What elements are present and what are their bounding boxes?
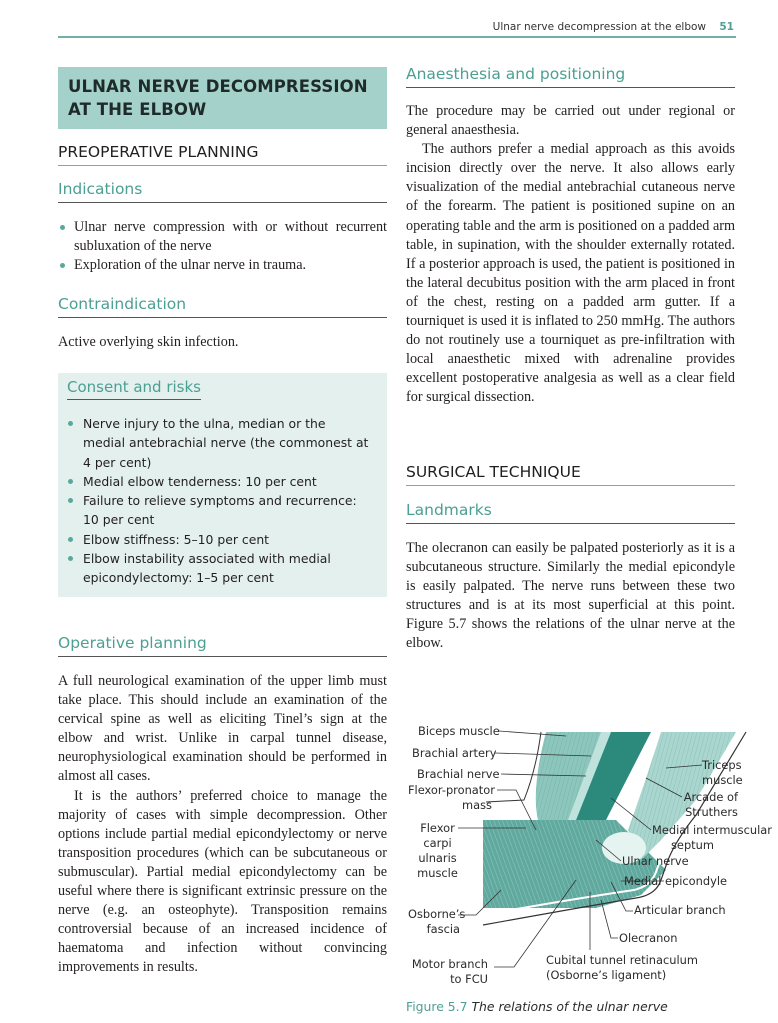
landmarks-text: The olecranon can easily be palpated posteriorly as it is a subcutaneous structure. Similarly the medial epicondyle is easily palpated. The nerve runs between these two structures and is at its most superficial at this point. Figure 5.7 shows the relations of the ulnar nerve at the elbow.	[406, 540, 735, 652]
list-item: Exploration of the ulnar nerve in trauma.	[58, 256, 387, 275]
bullet-icon	[68, 479, 73, 484]
list-item: Failure to relieve symptoms and recurrence: 10 per cent	[66, 491, 371, 530]
list-item: Ulnar nerve compression with or without recurrent subluxation of the nerve	[58, 218, 387, 256]
label-olecranon: Olecranon	[619, 931, 678, 945]
landmarks-heading: Landmarks	[406, 501, 735, 524]
consent-heading: Consent and risks	[67, 378, 201, 400]
contraindication-text: Active overlying skin infection.	[58, 334, 239, 350]
label-flexor-pronator-mass: Flexor-pronator mass	[408, 783, 495, 812]
running-header-title: Ulnar nerve decompression at the elbow	[492, 21, 706, 33]
anaesthesia-text: The procedure may be carried out under regional or general anaesthesia. The authors prefer a medial approach as this avoids incision directly over the nerve. It also allows early visualization of the medial antebrachial cutaneous nerve of the forearm. The patient is positioned supine on an operating table and the arm is positioned on a padded arm table, in supination, with the shoulder externally rotated. If a posterior approach is used, the patient is positioned in the lateral decubitus position with the arm placed in front of the chest, resting on a padded arm gutter. If a tourniquet is used it is inflated to 250 mmHg. The authors do not routinely use a tourniquet as pre-infiltration with local anaesthetic mixed with adrenaline provides excellent postoperative analgesia as well as a clear field for surgical dissection.	[406, 103, 735, 406]
surgical-technique-heading: SURGICAL TECHNIQUE	[406, 463, 735, 486]
indications-list	[58, 218, 387, 275]
figure-caption	[406, 999, 668, 1014]
bullet-icon	[60, 225, 65, 230]
label-medial-epicondyle: Medial epicondyle	[624, 874, 727, 888]
bullet-icon	[68, 421, 73, 426]
bullet-icon	[68, 498, 73, 503]
bullet-icon	[60, 263, 65, 268]
label-triceps-muscle: Triceps muscle	[702, 758, 743, 787]
indications-heading: Indications	[58, 180, 387, 203]
page-number: 51	[719, 21, 734, 33]
label-flexor-carpi-ulnaris: Flexor carpi ulnaris muscle	[417, 821, 458, 880]
chapter-title: ULNAR NERVE DECOMPRESSION AT THE ELBOW	[68, 77, 368, 119]
list-item: Elbow stiffness: 5–10 per cent	[66, 530, 371, 549]
bullet-icon	[68, 556, 73, 561]
label-brachial-artery: Brachial artery	[412, 746, 497, 760]
label-articular-branch: Articular branch	[634, 903, 726, 917]
consent-and-risks-box	[58, 373, 387, 597]
list-item: Nerve injury to the ulna, median or the medial antebrachial nerve (the commonest at 4 per cent)	[66, 414, 371, 472]
preoperative-planning-heading: PREOPERATIVE PLANNING	[58, 143, 387, 166]
consent-risk-list	[66, 414, 371, 588]
figure-caption-text: The relations of the ulnar nerve	[471, 999, 668, 1014]
ulnar-nerve-figure	[406, 720, 778, 1000]
label-brachial-nerve: Brachial nerve	[417, 767, 500, 781]
label-motor-branch-fcu: Motor branch to FCU	[411, 957, 488, 986]
operative-planning-text: A full neurological examination of the upper limb must take place. This should include an examination of the cervical spine as well as eliciting Tinel’s sign at the elbow and wrist. Unlike in carpal tunnel disease, neurophysiological examination should be performed in almost all cases. It is the authors’ preferred choice to manage the majority of cases with simple decompression. Other options include partial medial epicondylectomy or nerve transposition procedures (which can be subcutaneous or submuscular). Partial medial epicondylectomy can be useful where there is significant extrinsic pressure on the nerve (e.g. an osteophyte). Transposition remains controversial because of an increased incidence of haematoma and infection without convincing improvements in results.	[58, 673, 387, 976]
label-cubital-tunnel-retinaculum: Cubital tunnel retinaculum (Osborne’s ligament)	[546, 953, 698, 982]
operative-planning-heading: Operative planning	[58, 634, 387, 657]
label-ulnar-nerve: Ulnar nerve	[622, 854, 689, 868]
label-arcade-of-struthers: Arcade of Struthers	[683, 790, 738, 819]
label-biceps-muscle: Biceps muscle	[418, 724, 500, 738]
chapter-title-box	[58, 67, 387, 129]
list-item: Elbow instability associated with medial epicondylectomy: 1–5 per cent	[66, 549, 371, 588]
running-header	[58, 20, 736, 38]
figure-number: Figure 5.7	[406, 999, 468, 1014]
anaesthesia-heading: Anaesthesia and positioning	[406, 65, 735, 88]
label-osbornes-fascia: Osborne’s fascia	[408, 907, 466, 936]
bullet-icon	[68, 537, 73, 542]
label-medial-intermuscular-septum: Medial intermuscular septum	[652, 823, 772, 852]
list-item: Medial elbow tenderness: 10 per cent	[66, 472, 371, 491]
contraindication-heading: Contraindication	[58, 295, 387, 318]
